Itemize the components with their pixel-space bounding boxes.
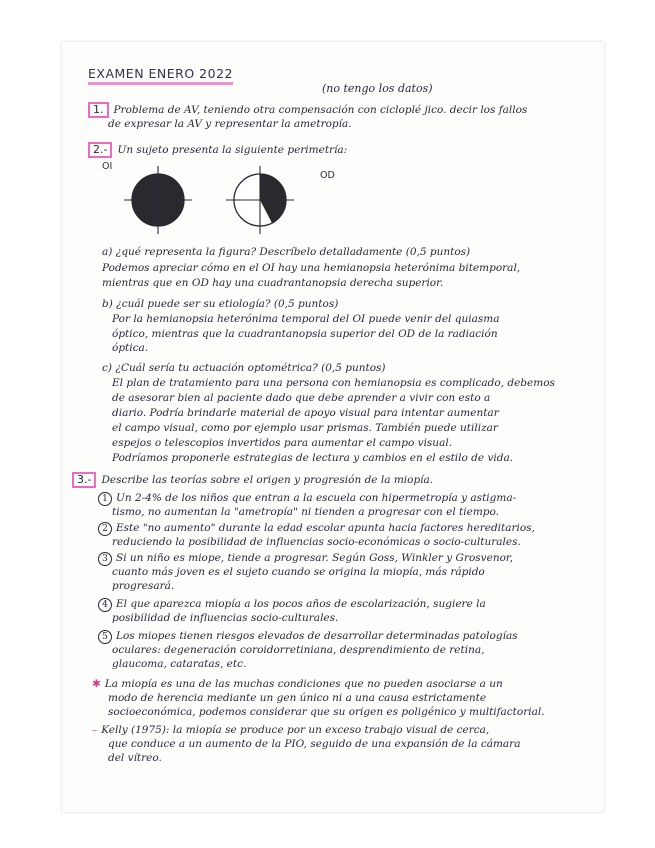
q2b-question: b) ¿cuál puede ser su etiología? (0,5 puntos): [102, 298, 339, 310]
q3-item-1-line-1: 1 Un 2-4% de los niños que entran a la escuela con hipermetropía y astigma-: [98, 492, 516, 506]
q3-item-5-number: 5: [98, 630, 112, 644]
q2c-answer-4: el campo visual, como por ejemplo usar prismas. También puede utilizar: [112, 422, 498, 434]
q2a-answer-2: mientras que en OD hay una cuadrantanopsia derecha superior.: [102, 277, 444, 289]
q3-item-1-number: 1: [98, 492, 112, 506]
eye-label-left: OI: [102, 161, 113, 172]
q3-star-line-2: modo de herencia mediante un gen único ni a una causa estrictamente: [108, 692, 487, 704]
q3-item-5-line-1: 5 Los miopes tienen riesgos elevados de desarrollar determinadas patologías: [98, 630, 518, 644]
page-title: EXAMEN ENERO 2022: [88, 66, 233, 85]
q3-item-2-line-1: 2 Este "no aumento" durante la edad escolar apunta hacia factores hereditarios,: [98, 522, 535, 536]
q3-kelly-line-3: del vítreo.: [108, 752, 162, 764]
q3-item-3-number: 3: [98, 552, 112, 566]
q3-star-line-3: socioeconómica, podemos considerar que su origen es poligénico y multifactorial.: [108, 706, 545, 718]
q2a-answer-1: Podemos apreciar cómo en el OI hay una hemianopsia heterónima bitemporal,: [102, 262, 521, 274]
q2b-answer-2: óptico, mientras que la cuadrantanopsia superior del OD de la radiación: [112, 328, 498, 340]
q2c-answer-1: El plan de tratamiento para una persona con hemianopsia es complicado, debemos: [112, 377, 555, 389]
q3-item-2-number: 2: [98, 522, 112, 536]
page-subtitle: (no tengo los datos): [322, 82, 433, 95]
q3-number: 3.-: [72, 472, 96, 488]
q2c-answer-2: de asesorar bien al paciente dado que debe aprender a vivir con esto a: [112, 392, 491, 404]
q1-line-1: 1. Problema de AV, teniendo otra compensación con cicloplé jico. decir los fallos: [88, 102, 527, 118]
q2-number: 2.-: [88, 142, 112, 158]
notebook-page: [62, 42, 604, 812]
q3-item-4-number: 4: [98, 598, 112, 612]
q2c-question: c) ¿Cuál sería tu actuación optométrica? (0,5 puntos): [102, 362, 386, 374]
perimetry-left-eye: [118, 160, 198, 240]
q3-item-4-line-1: 4 El que aparezca miopía a los pocos años de escolarización, sugiere la: [98, 598, 486, 612]
eye-label-right: OD: [320, 170, 335, 181]
q1-line-2: de expresar la AV y representar la ametropía.: [108, 118, 352, 130]
q2c-answer-3: diario. Podría brindarle material de apoyo visual para intentar aumentar: [112, 407, 499, 419]
q3-star-line-1: ✱ La miopía es una de las muchas condiciones que no pueden asociarse a un: [92, 678, 503, 690]
q1-number: 1.: [88, 102, 109, 118]
dash-bullet-icon: –: [92, 724, 98, 736]
q3-item-5-line-2: oculares: degeneración coroidorretiniana, desprendimiento de retina,: [112, 644, 485, 656]
q2c-answer-5: espejos o telescopios invertidos para aumentar el campo visual.: [112, 437, 453, 449]
q2-intro: 2.- Un sujeto presenta la siguiente perimetría:: [88, 142, 347, 158]
q2a-question: a) ¿qué representa la figura? Descríbelo detalladamente (0,5 puntos): [102, 246, 471, 258]
q3-intro: 3.- Describe las teorías sobre el origen y progresión de la miopía.: [72, 472, 433, 488]
q3-item-3-line-3: progresará.: [112, 580, 175, 592]
q2b-answer-1: Por la hemianopsia heterónima temporal del OI puede venir del quiasma: [112, 313, 500, 325]
q3-item-1-line-2: tismo, no aumentan la "ametropía" ni tienden a progresar con el tiempo.: [112, 506, 499, 518]
star-icon: ✱: [92, 678, 101, 690]
q3-kelly-line-1: – Kelly (1975): la miopía se produce por un exceso trabajo visual de cerca,: [92, 724, 490, 736]
q2c-answer-6: Podríamos proponerle estrategias de lectura y cambios en el estilo de vida.: [112, 452, 514, 464]
q3-item-3-line-1: 3 Si un niño es miope, tiende a progresar. Según Goss, Winkler y Grosvenor,: [98, 552, 513, 566]
perimetry-right-eye: [220, 160, 300, 240]
q3-item-5-line-3: glaucoma, cataratas, etc.: [112, 658, 247, 670]
q3-item-3-line-2: cuanto más joven es el sujeto cuando se origina la miopía, más rápido: [112, 566, 485, 578]
q3-kelly-line-2: que conduce a un aumento de la PIO, seguido de una expansión de la cámara: [108, 738, 521, 750]
q3-item-2-line-2: reduciendo la posibilidad de influencias socio-económicas o socio-culturales.: [112, 536, 521, 548]
q3-item-4-line-2: posibilidad de influencias socio-culturales.: [112, 612, 339, 624]
q2b-answer-3: óptica.: [112, 342, 149, 354]
